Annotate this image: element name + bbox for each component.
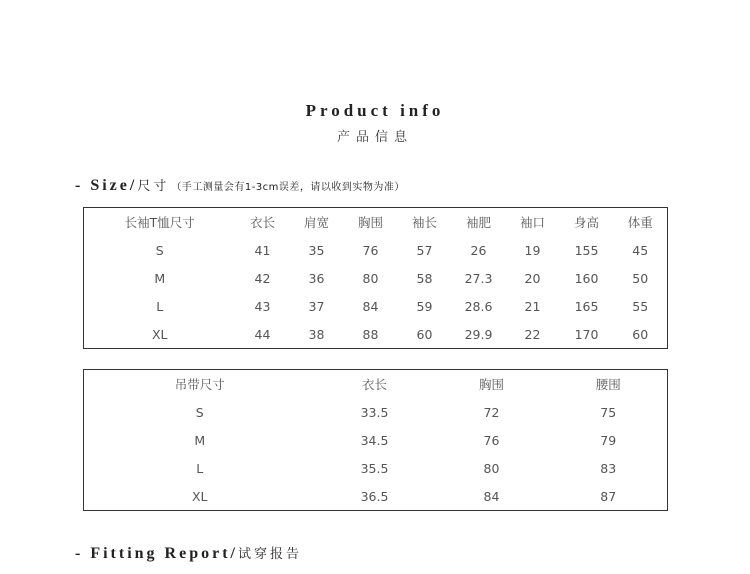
table-header-cell: 腰围 bbox=[595, 377, 621, 392]
table-cell: 76 bbox=[362, 242, 379, 258]
table-cell: 33.5 bbox=[360, 404, 389, 420]
table-cell: 55 bbox=[632, 298, 649, 314]
table-row bbox=[84, 454, 668, 482]
table-row bbox=[84, 264, 668, 292]
tshirt-size-table bbox=[83, 207, 668, 349]
table-cell: S bbox=[195, 404, 204, 420]
table-cell: 58 bbox=[416, 270, 433, 286]
table-cell: XL bbox=[151, 326, 168, 342]
table-header-cell: 胸围 bbox=[357, 215, 383, 230]
table-cell: L bbox=[156, 298, 164, 314]
table-cell: 88 bbox=[362, 326, 379, 342]
table-cell: 160 bbox=[574, 270, 599, 286]
measurement-note: （手工测量会有1-3cm误差，请以收到实物为准） bbox=[171, 182, 405, 193]
table-cell: 165 bbox=[574, 298, 599, 314]
page-title: Product info bbox=[305, 101, 445, 120]
table-header-cell: 衣长 bbox=[249, 215, 275, 230]
table-cell: 170 bbox=[574, 326, 599, 342]
table-cell: 22 bbox=[524, 326, 541, 342]
table-cell: 37 bbox=[308, 298, 325, 314]
table-header-cell: 体重 bbox=[627, 215, 653, 230]
table-header-cell: 长袖T恤尺寸 bbox=[124, 215, 195, 230]
table-cell: 59 bbox=[416, 298, 433, 314]
table-header-cell: 袖肥 bbox=[465, 215, 491, 230]
table-row bbox=[84, 320, 668, 349]
table-cell: 35 bbox=[308, 242, 325, 258]
cami-size-table bbox=[83, 369, 668, 511]
table-cell: L bbox=[196, 460, 204, 476]
fitting-section-heading bbox=[75, 543, 302, 563]
table-cell: M bbox=[154, 270, 166, 286]
table-row bbox=[84, 292, 668, 320]
table-header-cell: 身高 bbox=[573, 215, 599, 230]
table-row bbox=[84, 398, 668, 426]
table-cell: 43 bbox=[254, 298, 271, 314]
table-header-row bbox=[84, 370, 668, 399]
table-cell: 80 bbox=[362, 270, 379, 286]
table-cell: 34.5 bbox=[360, 432, 389, 448]
table-cell: 50 bbox=[632, 270, 649, 286]
table-cell: 79 bbox=[600, 432, 617, 448]
table-cell: 29.9 bbox=[464, 326, 493, 342]
table-cell: 84 bbox=[362, 298, 379, 314]
table-cell: 75 bbox=[600, 404, 617, 420]
table-header-cell: 胸围 bbox=[478, 377, 504, 392]
table-cell: 76 bbox=[483, 432, 500, 448]
table-cell: 60 bbox=[416, 326, 433, 342]
table-cell: 57 bbox=[416, 242, 433, 258]
table-cell: 87 bbox=[600, 488, 617, 504]
table-cell: 26 bbox=[470, 242, 487, 258]
fitting-heading-cn: 试穿报告 bbox=[237, 547, 302, 562]
size-heading-en: - Size/ bbox=[75, 177, 138, 194]
table-cell: 44 bbox=[254, 326, 271, 342]
table-header-cell: 衣长 bbox=[361, 377, 387, 392]
table-cell: M bbox=[194, 432, 206, 448]
table-cell: 84 bbox=[483, 488, 500, 504]
table-header-cell: 吊带尺寸 bbox=[174, 377, 225, 392]
table-cell: 72 bbox=[483, 404, 500, 420]
table-cell: 27.3 bbox=[464, 270, 493, 286]
table-cell: 35.5 bbox=[360, 460, 389, 476]
table-cell: 60 bbox=[632, 326, 649, 342]
size-heading-cn: 尺寸 bbox=[137, 179, 170, 194]
table-cell: 45 bbox=[632, 242, 649, 258]
page-subtitle: 产品信息 bbox=[336, 129, 413, 144]
table-header-row bbox=[84, 208, 668, 237]
table-cell: S bbox=[155, 242, 164, 258]
table-cell: 19 bbox=[524, 242, 541, 258]
table-header-cell: 袖长 bbox=[411, 215, 437, 230]
table-row bbox=[84, 426, 668, 454]
table-cell: 21 bbox=[524, 298, 541, 314]
table-cell: 42 bbox=[254, 270, 271, 286]
table-cell: 36 bbox=[308, 270, 325, 286]
table-cell: XL bbox=[191, 488, 208, 504]
fitting-heading-en: - Fitting Report/ bbox=[75, 545, 238, 562]
table-cell: 155 bbox=[574, 242, 599, 258]
table-cell: 36.5 bbox=[360, 488, 389, 504]
table-cell: 83 bbox=[600, 460, 617, 476]
table-row bbox=[84, 482, 668, 511]
table-header-cell: 袖口 bbox=[519, 215, 545, 230]
table-header-cell: 肩宽 bbox=[303, 215, 329, 230]
size-section-heading bbox=[75, 175, 405, 195]
table-row bbox=[84, 236, 668, 264]
table-cell: 80 bbox=[483, 460, 500, 476]
table-cell: 41 bbox=[254, 242, 271, 258]
table-cell: 20 bbox=[524, 270, 541, 286]
table-cell: 28.6 bbox=[464, 298, 493, 314]
table-cell: 38 bbox=[308, 326, 325, 342]
